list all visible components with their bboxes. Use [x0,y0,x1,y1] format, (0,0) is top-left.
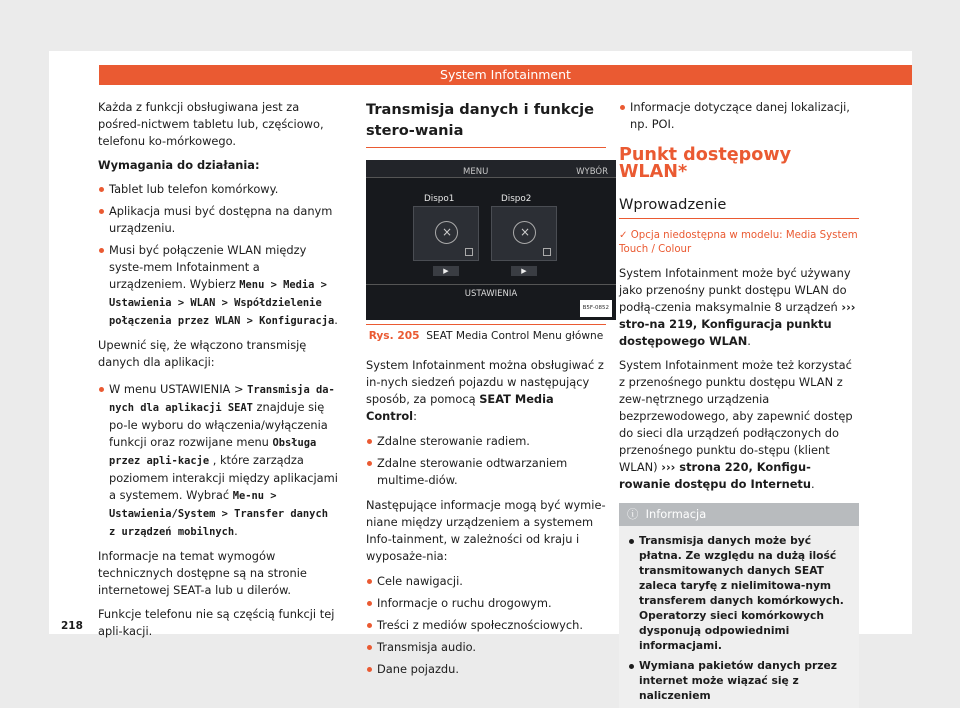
paragraph: System Infotainment można obsługiwać z in-nych siedzeń pojazdu w następujący sposób, za pomocą SEAT Media Control: [366,358,604,423]
info-box [619,503,859,708]
menu-path: Obsługa przez apli-kacje [109,437,317,467]
menu-path: Menu > Media > Ustawienia > WLAN > Współdzielenie połączenia przez WLAN > Konfiguracja [109,279,335,327]
list-item: Treści z mediów społecznościowych. [366,617,606,634]
column-left [98,99,338,647]
paragraph: Upewnić się, że włączono transmisję danych dla aplikacji: [98,338,307,369]
requirements-heading: Wymagania do działania: [98,158,260,172]
availability-note: ✓ Opcja niedostępna w modelu: Media System Touch / Colour [619,230,858,255]
list-item: Aplikacja musi być dostępna na danym urządzeniu. [98,203,338,237]
device-tile [491,206,557,261]
settings-label: USTAWIENIA [464,289,518,299]
paragraph: Każda z funkcji obsługiwana jest za pośred-nictwem tabletu lub, częściowo, telefonu ko-mórkowego. [98,100,324,148]
menu-path: Transmisja da-nych dla aplikacji SEAT [109,384,335,414]
section-title: Punkt dostępowy WLAN* [619,145,792,182]
menu-path: Me-nu > Ustawienia/System > Transfer danych z urządzeń mobilnych [109,490,328,538]
disconnect-icon [435,221,458,244]
paragraph: Informacje na temat wymogów technicznych dostępne są na stronie internetowej SEAT-a lub u dilerów. [98,549,307,597]
subsection-heading: Wprowadzenie [619,195,859,219]
paragraph: Następujące informacje mogą być wymie-niane między urządzeniem a systemem Info-tainment, w zależności od kraju i wyposaże-nia: [366,498,606,563]
disconnect-icon [513,221,536,244]
list-item: Informacje o ruchu drogowym. [366,595,606,612]
info-icon: ⓘ [627,507,639,521]
section-heading: Transmisja danych i funkcje stero-wania [366,99,606,148]
info-box-body [619,526,859,708]
figure-code: B5F-0852 [580,300,612,317]
divider [366,284,616,285]
edit-icon [543,248,551,256]
list-item: Transmisja audio. [366,639,606,656]
column-right [619,99,859,708]
column-middle [366,99,609,683]
device-tile [413,206,479,261]
paragraph: System Infotainment może też korzystać z przenośnego punktu dostępu WLAN z zew-nętrznego urządzenia bezprzewodowego, aby zapewnić dostęp do sieci dla urządzeń podłączonych do przenośnego punktu do-stępu (klient WLAN) ››› strona 220, Konfigu-rowanie dostępu do Internetu. [619,358,853,491]
page-header: System Infotainment [99,65,912,85]
device-label: Dispo2 [501,194,532,204]
list-item: Musi być połączenie WLAN między syste-mem Infotainment a urządzeniem. Wybierz Menu > Media > Ustawienia > WLAN > Współdzielenie połączenia przez WLAN > Konfiguracja. [98,242,338,330]
play-icon: ▶ [511,266,537,276]
document-page [49,51,912,702]
page-number: 218 [61,620,83,632]
screen-select-label: WYBÓR [576,167,608,177]
paragraph: Funkcje telefonu nie są częścią funkcji tej apli-kacji. [98,607,335,638]
list-item: Zdalne sterowanie radiem. [366,433,606,450]
list-item: Informacje dotyczące danej lokalizacji, np. POI. [619,99,859,133]
list-item: Tablet lub telefon komórkowy. [98,181,338,198]
list-item: Zdalne sterowanie odtwarzaniem multime-diów. [366,455,606,489]
list-item: Transmisja danych może być płatna. Ze względu na dużą ilość transmitowanych danych SEAT zaleca taryfę z nielimitowa-nym transferem danych komórkowych. Operatorzy sieci komórkowych dysponują odpowiednimi informacjami. [628,533,850,653]
info-box-header: ⓘ Informacja [619,503,859,526]
list-item: W menu USTAWIENIA > Transmisja da-nych dla aplikacji SEAT znajduje się po-le wyboru do włączenia/wyłączenia funkcji oraz rozwijane menu Obsługa przez apli-kacje , które zarządza poziomem interakcji między aplikacjami a systemem. Wybrać Me-nu > Ustawienia/System > Transfer danych z urządzeń mobilnych. [98,381,338,541]
device-label: Dispo1 [424,194,455,204]
paragraph: System Infotainment może być używany jako przenośny punkt dostępu WLAN do podłą-czenia maksymalnie 8 urządzeń ››› stro-na 219, Konfiguracja punktu dostępowego WLAN. [619,266,856,348]
list-item: Wymiana pakietów danych przez internet może wiązać się z naliczeniem [628,658,850,703]
screen-figure [366,160,616,320]
list-item: Cele nawigacji. [366,573,606,590]
list-item: Dane pojazdu. [366,661,606,678]
figure-caption: Rys. 205 SEAT Media Control Menu główne [366,324,606,345]
screen-menu-label: MENU [463,167,489,177]
edit-icon [465,248,473,256]
play-icon: ▶ [433,266,459,276]
